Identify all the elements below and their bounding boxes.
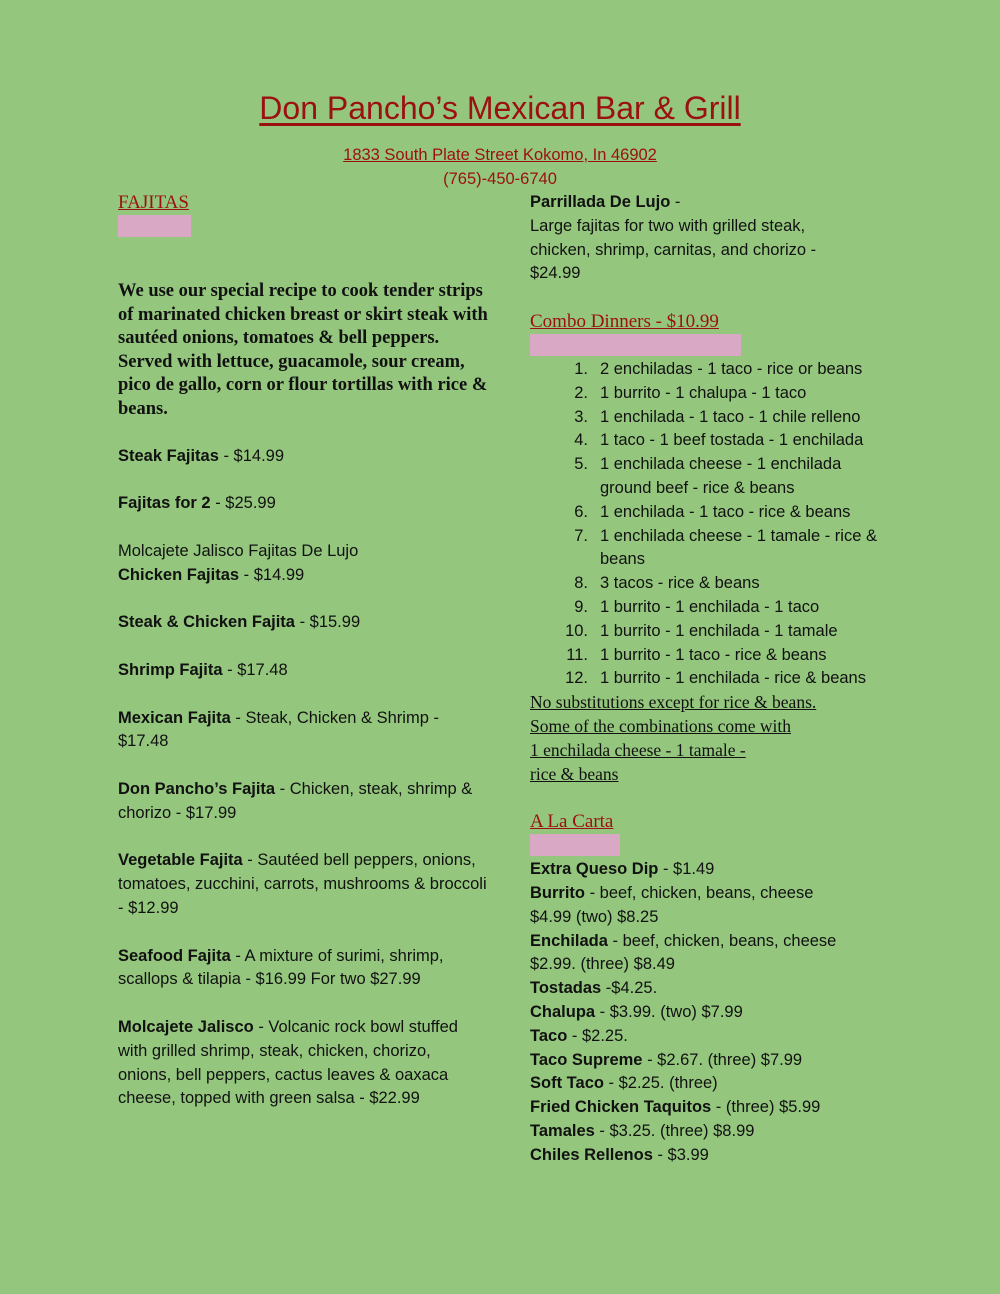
menu-item — [118, 445, 488, 469]
highlight-bar — [118, 215, 191, 237]
item-detail: - $17.48 — [222, 660, 288, 679]
fajitas-heading: FAJITAS — [118, 192, 189, 213]
combo-text: 1 enchilada - 1 taco - 1 chile relleno — [600, 407, 861, 426]
combo-text: 1 burrito - 1 chalupa - 1 taco — [600, 383, 807, 402]
restaurant-title: Don Pancho’s Mexican Bar & Grill — [259, 90, 741, 126]
combo-item — [530, 406, 930, 430]
item-dash: - — [670, 193, 681, 211]
combo-number: 8. — [574, 574, 588, 593]
combo-item — [530, 644, 930, 668]
menu-item — [530, 1096, 930, 1120]
combo-number: 1. — [574, 359, 588, 378]
item-name: Extra Queso Dip — [530, 860, 659, 879]
menu-item — [118, 611, 488, 635]
combo-number: 5. — [574, 455, 588, 474]
menu-item — [530, 1072, 930, 1096]
item-name: Parrillada De Lujo — [530, 193, 671, 211]
item-detail: - $3.99 — [652, 1145, 709, 1164]
item-detail: - Volcanic rock bowl stuffed with grilled shrimp, steak, chicken, chorizo, onions, bell peppers, cactus leaves & oaxaca cheese, topped with green salsa - $22.99 — [118, 1017, 458, 1108]
fajitas-column — [118, 191, 488, 1111]
combo-text: 1 burrito - 1 taco - rice & beans — [600, 645, 827, 664]
combo-item — [530, 620, 930, 644]
menu-item — [118, 1016, 488, 1111]
item-name: Soft Taco — [530, 1074, 604, 1093]
item-detail: - $3.25. (three) $8.99 — [594, 1121, 755, 1140]
item-name: Don Pancho’s Fajita — [118, 779, 276, 798]
item-name: Vegetable Fajita — [118, 851, 243, 870]
item-name: Taco Supreme — [530, 1050, 643, 1069]
combo-number: 9. — [574, 597, 588, 616]
item-detail: - $1.49 — [658, 860, 715, 879]
item-name: Enchilada — [530, 931, 608, 950]
alacarta-heading: A La Carta — [530, 811, 614, 833]
item-name: Steak & Chicken Fajita — [118, 613, 295, 632]
combo-text: 1 enchilada cheese - 1 tamale - rice & beans — [600, 526, 877, 569]
combo-text: 1 burrito - 1 enchilada - rice & beans — [600, 669, 866, 688]
combo-text: 1 enchilada - 1 taco - rice & beans — [600, 502, 851, 521]
item-name: Seafood Fajita — [118, 946, 231, 965]
menu-item — [530, 977, 930, 1001]
item-detail: - $15.99 — [294, 613, 361, 632]
item-detail: - $2.25. (three) — [603, 1074, 718, 1093]
item-detail: - $14.99 — [218, 446, 285, 465]
item-detail: - $14.99 — [239, 565, 305, 584]
menu-item — [530, 1144, 930, 1168]
combo-number: 12. — [565, 669, 588, 688]
combo-number: 2. — [574, 383, 588, 402]
combo-item — [530, 358, 930, 382]
item-detail: - Steak, Chicken & Shrimp - $17.48 — [118, 708, 439, 751]
combo-list — [530, 358, 930, 691]
fajitas-intro: We use our special recipe to cook tender strips of marinated chicken breast or skirt steak with sautéed onions, tomatoes & bell peppers. Served with lettuce, guacamole, sour cream, pico de gallo, corn or flour tortillas with rice & beans. — [118, 281, 488, 419]
menu-item — [118, 492, 488, 516]
combo-note-line: Some of the combinations come with — [530, 715, 791, 736]
combo-number: 11. — [566, 645, 588, 664]
item-name: Shrimp Fajita — [118, 660, 223, 679]
menu-item — [118, 945, 488, 993]
menu-item — [530, 858, 930, 882]
combo-number: 6. — [574, 502, 588, 521]
combo-text: 3 tacos - rice & beans — [600, 574, 760, 593]
parrillada-item — [530, 191, 930, 215]
item-detail: - Chicken, steak, shrimp & chorizo - $17.99 — [118, 779, 473, 822]
menu-item — [118, 707, 488, 755]
item-name: Steak Fajitas — [118, 446, 219, 465]
item-name: Chalupa — [530, 1002, 596, 1021]
combo-note-line: 1 enchilada cheese - 1 tamale - — [530, 739, 746, 760]
combo-text: 1 enchilada cheese - 1 enchilada ground beef - rice & beans — [600, 455, 842, 497]
item-detail: - $2.25. — [567, 1026, 628, 1045]
combo-item — [530, 382, 930, 406]
combo-item — [530, 596, 930, 620]
item-detail: - A mixture of surimi, shrimp, scallops & tilapia - $16.99 For two $27.99 — [118, 946, 444, 989]
item-name: Taco — [530, 1026, 568, 1045]
item-name: Fried Chicken Taquitos — [530, 1098, 712, 1117]
item-name: Mexican Fajita — [118, 708, 231, 727]
item-name: Tostadas — [530, 979, 602, 998]
item-name: Chicken Fajitas — [118, 565, 240, 584]
combo-item — [530, 525, 930, 573]
item-detail: - $3.99. (two) $7.99 — [595, 1002, 743, 1021]
phone-number: (765)-450-6740 — [443, 170, 557, 188]
combo-number: 7. — [574, 526, 588, 545]
combo-number: 10. — [565, 621, 588, 640]
menu-item — [530, 1001, 930, 1025]
combo-text: 1 burrito - 1 enchilada - 1 taco — [600, 597, 820, 616]
item-name: Burrito — [530, 883, 585, 902]
menu-item — [530, 1120, 930, 1144]
combo-note-line: No substitutions except for rice & beans. — [530, 692, 817, 713]
item-detail: - beef, chicken, beans, cheese $4.99 (two) $8.25 — [530, 883, 814, 926]
address-link[interactable]: 1833 South Plate Street Kokomo, In 46902 — [343, 146, 657, 164]
menu-item — [118, 564, 488, 588]
combo-note-line: rice & beans — [530, 763, 619, 784]
combo-text: 2 enchiladas - 1 taco - rice or beans — [600, 359, 863, 378]
item-detail: - beef, chicken, beans, cheese $2.99. (three) $8.49 — [530, 931, 837, 974]
menu-item — [118, 778, 488, 826]
combo-number: 3. — [574, 407, 588, 426]
menu-item — [530, 882, 850, 930]
menu-item — [530, 1049, 930, 1073]
combo-item — [530, 667, 930, 691]
item-detail: - $2.67. (three) $7.99 — [642, 1050, 803, 1069]
menu-item — [118, 849, 488, 920]
item-detail: -$4.25. — [601, 979, 658, 998]
parrillada-detail: Large fajitas for two with grilled steak, chicken, shrimp, carnitas, and chorizo - $24.99 — [530, 216, 817, 283]
item-name: Tamales — [530, 1121, 595, 1140]
item-detail: - Sautéed bell peppers, onions, tomatoes, zucchini, carrots, mushrooms & broccoli - $12.99 — [118, 851, 487, 917]
item-detail: - (three) $5.99 — [711, 1098, 821, 1117]
combo-item — [530, 453, 930, 501]
menu-item — [530, 930, 870, 978]
right-column — [530, 191, 930, 1167]
combo-item — [530, 572, 930, 596]
item-name: Molcajete Jalisco — [118, 1017, 254, 1036]
menu-item — [118, 659, 488, 683]
item-name: Fajitas for 2 — [118, 494, 211, 513]
combo-item — [530, 501, 930, 525]
highlight-bar — [530, 334, 741, 356]
combo-number: 4. — [574, 431, 588, 450]
menu-item — [530, 1025, 930, 1049]
combo-item — [530, 429, 930, 453]
combo-heading: Combo Dinners - $10.99 — [530, 310, 719, 332]
item-detail: - $25.99 — [210, 494, 276, 513]
combo-text: 1 burrito - 1 enchilada - 1 tamale — [600, 621, 838, 640]
highlight-bar — [530, 834, 620, 856]
combo-text: 1 taco - 1 beef tostada - 1 enchilada — [600, 431, 864, 450]
item-name: Chiles Rellenos — [530, 1145, 653, 1164]
menu-item-prefix: Molcajete Jalisco Fajitas De Lujo — [118, 541, 359, 560]
